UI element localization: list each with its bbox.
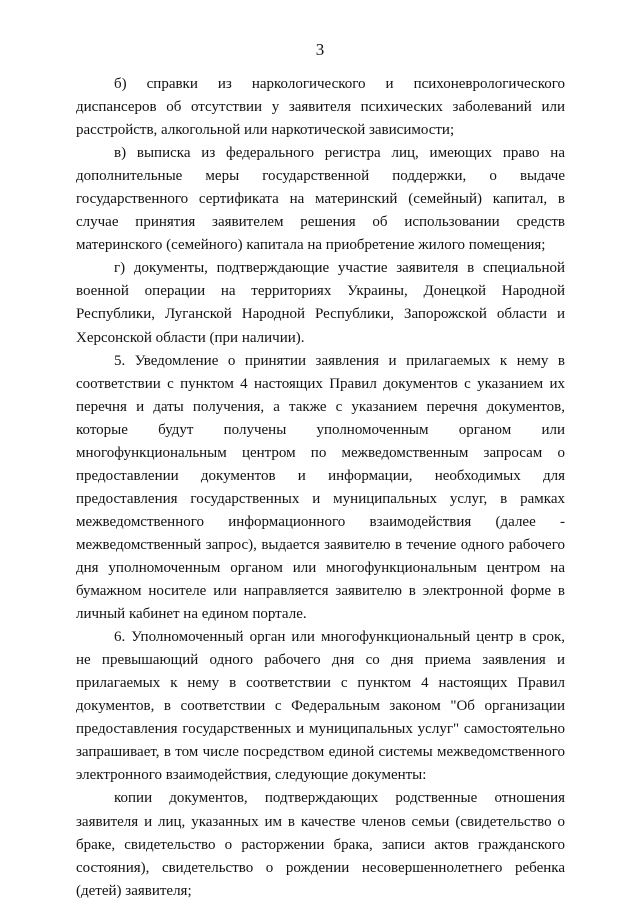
paragraph-g-military-documents: г) документы, подтверждающие участие заявителя в специальной военной операции на территориях Украины, Донецкой Народной Республики, Луганской Народной Республики, Запорожской области и Херсонской области (при наличии). — [76, 260, 565, 346]
paragraph-6-requests: 6. Уполномоченный орган или многофункциональный центр в срок, не превышающий одного рабочего дня со дня приема заявления и прилагаемых к нему в соответствии с пунктом 4 настоящих Правил документов, в соответствии с Федеральным законом "Об организации предоставления государственных и муниципальных услуг" самостоятельно запрашивает, в том числе посредством единой системы межведомственного электронного взаимодействия, следующие документы: — [76, 629, 565, 784]
paragraph-v-registry-extract: в) выписка из федерального регистра лиц, имеющих право на дополнительные меры государственной поддержки, о выдаче государственного сертификата на материнский (семейный) капитал, в случае принятия заявителем решения об использовании средств материнского (семейного) капитала на приобретение жилого помещения; — [76, 145, 565, 254]
paragraph-family-documents: копии документов, подтверждающих родственные отношения заявителя и лиц, указанных им в качестве членов семьи (свидетельство о браке, свидетельство о расторжении брака, записи актов гражданского состояния), свидетельство о рождении несовершеннолетнего ребенка (детей) заявителя; — [76, 790, 565, 899]
paragraph-b-certificates: б) справки из наркологического и психоневрологического диспансеров об отсутствии у заявителя психических заболеваний или расстройств, алкогольной или наркотической зависимости; — [76, 76, 565, 139]
paragraph-5-notification: 5. Уведомление о принятии заявления и прилагаемых к нему в соответствии с пунктом 4 настоящих Правил документов с указанием их перечня и даты получения, а также с указанием перечня документов, которые будут получены уполномоченным органом или многофункциональным центром по межведомственным запросам о предоставлении документов и информации, необходимых для предоставления государственных и муниципальных услуг, в рамках межведомственного информационного взаимодействия (далее - межведомственный запрос), выдается заявителю в течение одного рабочего дня уполномоченным органом или многофункциональным центром на бумажном носителе или направляется заявителю в электронной форме в личный кабинет на едином портале. — [76, 352, 565, 623]
page-number: 3 — [315, 40, 325, 59]
document-body — [76, 73, 565, 903]
